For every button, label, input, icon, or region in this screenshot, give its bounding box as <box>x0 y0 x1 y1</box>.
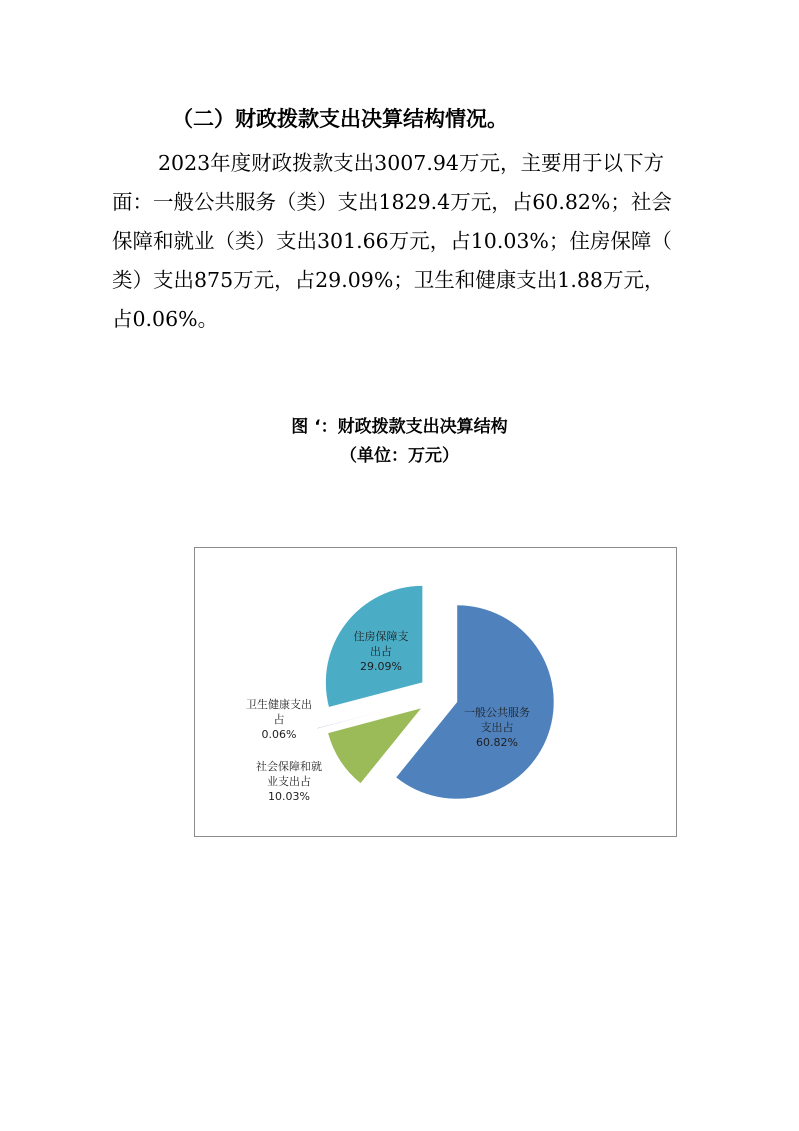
chart-frame <box>194 547 677 837</box>
pie-chart <box>195 548 676 836</box>
paragraph-line: 面：一般公共服务（类）支出1829.4万元，占60.82%；社会 <box>112 190 672 214</box>
chart-subtitle: （单位：万元） <box>340 446 459 466</box>
body-paragraph <box>112 144 682 339</box>
slice-label: 一般公共服务支出占 60.82% <box>464 706 530 749</box>
slice-label: 社会保障和就业支出占 10.03% <box>256 760 322 803</box>
paragraph-line: 2023年度财政拨款支出3007.94万元，主要用于以下方 <box>158 151 664 175</box>
chart-title: 图 ‘：财政拨款支出决算结构 <box>291 417 508 437</box>
section-heading: （二）财政拨款支出决算结构情况。 <box>172 107 508 131</box>
paragraph-line: 占0.06%。 <box>112 307 219 331</box>
paragraph-line: 类）支出875万元，占29.09%；卫生和健康支出1.88万元， <box>112 268 665 292</box>
paragraph-line: 保障和就业（类）支出301.66万元，占10.03%；住房保障（ <box>112 229 672 253</box>
slice-label: 住房保障支出占 29.09% <box>353 630 409 673</box>
slice-label: 卫生健康支出占 0.06% <box>246 698 312 741</box>
